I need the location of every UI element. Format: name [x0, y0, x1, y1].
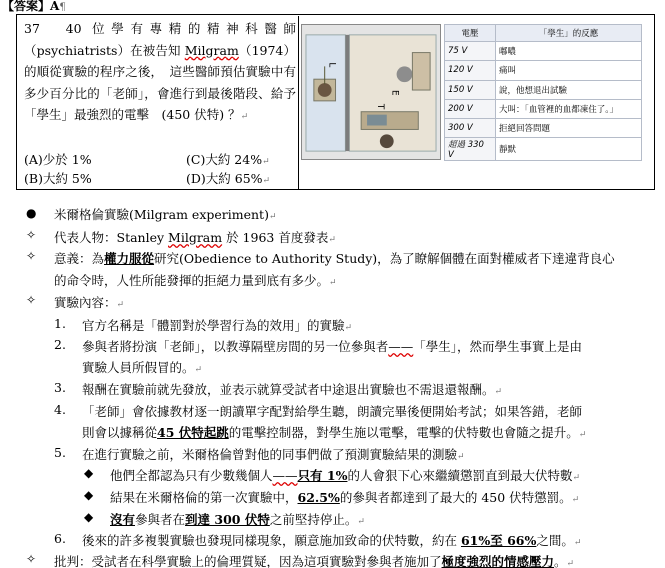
item-4-line-2 [82, 423, 586, 441]
paragraph-mark: ↵ [240, 112, 249, 122]
option-c-label: (C)大約 24% [186, 152, 263, 167]
paragraph-mark: ↵ [494, 387, 503, 397]
paragraph-mark: ↵ [457, 452, 465, 462]
item-6-post: 之間。 [536, 533, 574, 548]
response-cell: 大叫：「血管裡的血都凍住了。」 [496, 99, 642, 118]
answer-label: 【答案】A [2, 0, 60, 13]
content-heading-text: 實驗內容： [54, 295, 117, 310]
answer-header [2, 0, 66, 14]
item-number: 2. [54, 337, 66, 352]
sub-item-3-bold-a: 沒有 [110, 512, 136, 527]
item-3-text [82, 380, 502, 398]
experimenter-label: E [389, 90, 400, 96]
table-row [445, 119, 642, 138]
bullet-diamond: ◆ [84, 510, 94, 524]
table-row [445, 99, 642, 118]
item-6-bold: 61%至 66% [460, 533, 537, 548]
option-b-label: (B)大約 5% [24, 171, 92, 186]
shock-generator [367, 115, 387, 126]
item-4-text-a: 「老師」會依據教材逐一朗讀單字配對給學生聽，朗讀完畢後便開始考試；如果答錯，老師 [82, 404, 583, 419]
response-cell: 說，他想退出試驗 [496, 80, 642, 99]
item-6-pre: 後來的許多複製實驗也發現同樣現象，願意施加致命的伏特數，約在 [82, 533, 461, 548]
meaning-line1: 研究(Obedience to Authority Study)，為了瞭解個體在面對權威者下達違背良心 [154, 251, 615, 266]
paragraph-mark: ↵ [268, 212, 277, 222]
table-row [445, 138, 642, 161]
experimenter-person [397, 66, 413, 82]
bullet-diamond-star: ✧ [26, 249, 37, 263]
bullet-dot: ● [26, 206, 37, 220]
sub-item-2-pre: 結果在米爾格倫的第一次實驗中， [110, 490, 298, 505]
table-row [445, 80, 642, 99]
response-cell: 拒絕回答問題 [496, 119, 642, 138]
option-a-label: (A)少於 1% [24, 152, 92, 167]
voltage-cell: 200 V [445, 99, 496, 118]
option-d-label: (D)大約 65% [186, 171, 263, 186]
sub-item-1-text [110, 466, 580, 484]
option-b [24, 169, 92, 189]
experimenter-desk [412, 53, 430, 90]
voltage-cell: 超過 330 V [445, 138, 496, 161]
bullet-diamond-star: ✧ [26, 552, 37, 566]
sub-item-3-mid: 參與者在 [135, 512, 186, 527]
question-text-part: 37 40 位學有專精的精神科醫師（psychiatrists）在被告知 [24, 21, 296, 58]
sub-item-1-dash: —— [272, 468, 298, 483]
sub-item-1-pre: 他們全都認為只有少數幾個人 [110, 468, 273, 483]
paragraph-mark: ↵ [328, 235, 336, 245]
paragraph-mark: ↵ [344, 323, 353, 333]
item-3-line: 報酬在實驗前就先發放，並表示就算受試者中途退出實驗也不需退還報酬。 [82, 382, 495, 397]
paragraph-mark: ↵ [357, 517, 365, 527]
item-2-line-2 [82, 358, 202, 376]
voltage-response-table [444, 24, 642, 161]
bullet-diamond-star: ✧ [26, 293, 37, 307]
item-number: 1. [54, 316, 66, 331]
meaning-keyword: 權力服從 [104, 251, 155, 266]
question-author: Milgram [184, 42, 239, 58]
item-6-text [82, 531, 581, 549]
paragraph-mark: ↵ [572, 473, 581, 483]
sub-item-1-bold: 只有 1% [297, 468, 348, 483]
item-number: 5. [54, 445, 66, 460]
notes-title [54, 205, 277, 223]
question-cell [18, 16, 299, 189]
bullet-diamond-star: ✧ [26, 228, 37, 242]
meaning-line2-text: 的命令時，人性所能發揮的拒絕力量到底有多少。 [54, 273, 330, 288]
voltage-cell: 300 V [445, 119, 496, 138]
option-d [186, 169, 270, 191]
response-cell: 痛叫 [496, 61, 642, 80]
learner-person [318, 83, 332, 97]
item-5-text [82, 445, 465, 463]
item-1-text [82, 316, 352, 334]
experiment-floorplan-figure [301, 24, 441, 160]
sub-item-2-post: 的參與者都達到了最大的 450 伏特懲罰。 [339, 490, 572, 505]
paragraph-mark: ↵ [194, 365, 203, 375]
response-cell: 靜默 [496, 138, 642, 161]
paragraph-mark: ↵ [262, 176, 271, 186]
critique-text [54, 552, 574, 568]
voltage-cell: 75 V [445, 42, 496, 61]
item-2-text-b: 「學生」，然而學生事實上是由 [413, 339, 583, 354]
sub-item-3-text [110, 510, 365, 528]
table-row [445, 42, 642, 61]
item-4-bold: 45 伏特起跳 [157, 425, 229, 440]
representative-text [54, 228, 336, 246]
voltage-cell: 150 V [445, 80, 496, 99]
item-2-text-a: 參與者將扮演「老師」，以教導隔壁房間的另一位參與者 [82, 339, 389, 354]
item-1-line: 官方名稱是「體罰對於學習行為的效用」的實驗 [82, 318, 345, 333]
item-4-text-b: 則會以據稱從 [82, 425, 158, 440]
meaning-line2 [54, 271, 337, 289]
table-row [445, 61, 642, 80]
teacher-label: T [374, 103, 385, 110]
paragraph-mark: ↵ [571, 495, 580, 505]
paragraph-mark: ¶ [59, 2, 66, 13]
column-header-voltage: 電壓 [445, 25, 496, 42]
bullet-diamond: ◆ [84, 466, 94, 480]
paragraph-mark: ↵ [578, 430, 587, 440]
item-number: 6. [54, 531, 66, 546]
item-number: 3. [54, 380, 66, 395]
paragraph-mark: ↵ [116, 300, 125, 310]
item-5-line: 在進行實驗之前，米爾格倫曾對他的同事們做了預測實驗結果的測驗 [82, 447, 458, 462]
paragraph-mark: ↵ [573, 538, 582, 548]
sub-item-3-post: 之前堅持停止。 [269, 512, 358, 527]
paragraph-mark: ↵ [329, 278, 337, 288]
sub-item-3-bold-b: 到達 300 伏特 [185, 512, 270, 527]
paragraph-mark: ↵ [262, 157, 270, 167]
learner-label: L [326, 62, 337, 68]
representative-name: Milgram [168, 230, 223, 245]
bullet-diamond: ◆ [84, 488, 94, 502]
response-cell: 嘟噥 [496, 42, 642, 61]
voltage-cell: 120 V [445, 61, 496, 80]
critique-bold: 極度強烈的情感壓力 [441, 554, 555, 568]
table-header-row [445, 25, 642, 42]
item-4-line-1 [82, 402, 582, 420]
teacher-person [380, 134, 394, 148]
item-number: 4. [54, 402, 66, 417]
meaning-text [54, 249, 615, 267]
representative-suffix: 於 1963 首度發表 [222, 230, 329, 245]
sub-item-1-post: 的人會狠下心來繼續懲罰直到最大伏特數 [347, 468, 573, 483]
sub-item-2-text [110, 488, 579, 506]
table-body [445, 42, 642, 161]
question-text-part: （1974）的順從實驗的程序之後， 這些醫師預估實驗中有多少百分比的「老師」，會進行到最後階段、給予「學生」最強烈的電擊 (450 伏特) ？ [24, 42, 296, 122]
item-4-text-c: 的電擊控制器，對學生施以電擊，電擊的伏特數也會隨之提升。 [228, 425, 579, 440]
question-text [24, 18, 296, 129]
meaning-prefix: 意義：為 [54, 251, 105, 266]
item-2-line-1 [82, 337, 582, 355]
column-header-response: 「學生」的反應 [496, 25, 642, 42]
sub-item-2-bold: 62.5% [297, 490, 340, 505]
critique-post: 。 [554, 554, 567, 568]
notes-title-text: 米爾格倫實驗(Milgram experiment) [54, 207, 269, 222]
content-heading [54, 293, 124, 311]
item-2-text-c: 實驗人員所假冒的。 [82, 360, 195, 375]
option-a [24, 150, 92, 170]
dividing-wall [345, 35, 349, 151]
item-2-dash: —— [388, 339, 414, 354]
critique-pre: 批判：受試者在科學實驗上的倫理質疑，因為這項實驗對參與者施加了 [54, 554, 442, 568]
paragraph-mark: ↵ [566, 559, 575, 568]
representative-prefix: 代表人物：Stanley [54, 230, 169, 245]
